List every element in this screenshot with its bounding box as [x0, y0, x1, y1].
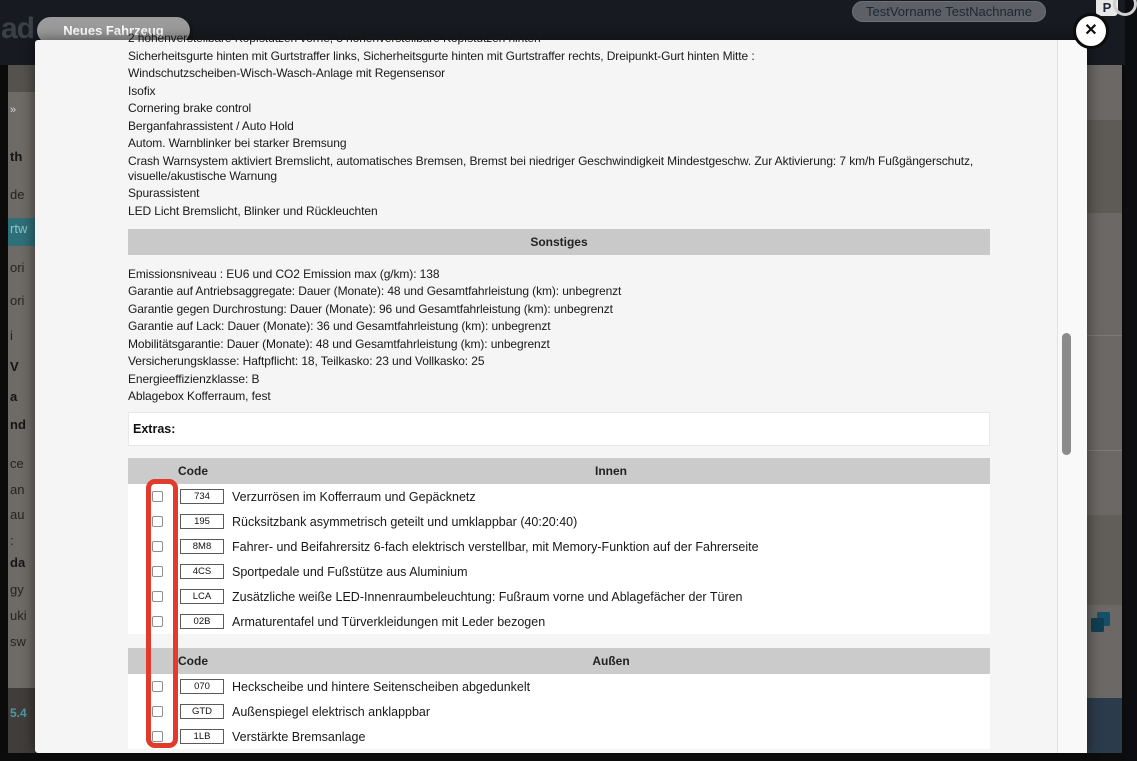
- sonstiges-line: Garantie auf Antriebsaggregate: Dauer (Monate): 48 und Gesamtfahrleistung (km): unbegrenzt: [128, 284, 622, 298]
- sidebar-text-fragment: th: [10, 149, 23, 164]
- dimmed-panel-band: [1087, 515, 1122, 605]
- sonstiges-line: Energieeffizienzklasse: B: [128, 371, 260, 386]
- sonstiges-line: Garantie auf Lack: Dauer (Monate): 36 und Gesamtfahrleistung (km): unbegrenzt: [128, 319, 551, 333]
- innen-column-header: Innen: [595, 464, 627, 478]
- extra-checkbox[interactable]: [152, 491, 163, 502]
- sidebar-text-fragment: V: [10, 359, 19, 374]
- left-edge-strip: [0, 65, 8, 761]
- app-logo: ad: [1, 12, 35, 45]
- extra-row: [128, 559, 990, 584]
- code-column-header: Code: [178, 464, 208, 478]
- sidebar-text-fragment: ori: [10, 293, 25, 308]
- extra-label: Verstärkte Bremsanlage: [232, 729, 366, 744]
- extra-label: Armaturentafel und Türverkleidungen mit Leder bezogen: [232, 614, 546, 629]
- sonstiges-line: Emissionsniveau : EU6 und CO2 Emission max (g/km): 138: [128, 266, 440, 281]
- extra-row: [128, 609, 990, 634]
- feature-line: LED Licht Bremslicht, Blinker und Rückleuchten: [128, 203, 378, 218]
- extra-code-badge: LCA: [180, 589, 224, 604]
- sonstiges-line: Mobilitätsgarantie: Dauer (Monate): 48 und Gesamtfahrleistung (km): unbegrenzt: [128, 336, 550, 351]
- extra-row: [128, 699, 990, 724]
- right-edge-strip: [1122, 65, 1125, 761]
- sonstiges-section-header: Sonstiges: [128, 229, 990, 255]
- sidebar-text-fragment: an: [10, 482, 25, 497]
- sidebar-text-fragment: ori: [10, 260, 25, 275]
- sidebar-text-fragment: gy: [10, 582, 24, 597]
- extra-code-badge: GTD: [180, 704, 224, 719]
- extra-row: [128, 484, 990, 509]
- sidebar-text-fragment: i: [10, 328, 13, 343]
- feature-line: Isofix: [128, 83, 156, 98]
- divider: [1087, 335, 1122, 336]
- dimmed-sidebar: [8, 65, 35, 753]
- sidebar-text-fragment: rtw: [10, 221, 28, 236]
- feature-line: Berganfahrassistent / Auto Hold: [128, 118, 294, 133]
- dimmed-panel-band: [1087, 120, 1122, 213]
- feature-line: Autom. Warnblinker bei starker Bremsung: [128, 136, 347, 150]
- vehicle-details-modal: [35, 31, 1087, 753]
- extra-label: Fahrer- und Beifahrersitz 6-fach elektrisch verstellbar, mit Memory-Funktion auf der Fahrerseite: [232, 539, 759, 554]
- sidebar-text-fragment: sw: [10, 634, 26, 649]
- feature-line: Sicherheitsgurte hinten mit Gurtstraffer links, Sicherheitsgurte hinten mit Gurtstraffer rechts, Dreipunkt-Gurt hinten Mitte :: [128, 48, 755, 63]
- feature-line: Crash Warnsystem aktiviert Bremslicht, automatisches Bremsen, Bremst bei niedriger Geschwindigkeit Mindestgeschw. Zur Aktivierung: 7 km/h Fußgängerschutz, visuelle/akustische Warnung: [128, 153, 974, 183]
- profile-p-icon[interactable]: P: [1096, 0, 1118, 16]
- aussen-column-header: Außen: [592, 654, 630, 668]
- extra-checkbox[interactable]: [152, 681, 163, 692]
- sidebar-number-fragment: 5.4: [10, 706, 27, 720]
- extra-label: Verzurrösen im Kofferraum und Gepäcknetz: [232, 489, 476, 504]
- extra-checkbox[interactable]: [152, 516, 163, 527]
- user-name-pill[interactable]: TestVorname TestNachname: [852, 1, 1046, 22]
- extra-label: Heckscheibe und hintere Seitenscheiben abgedunkelt: [232, 679, 531, 694]
- extra-code-badge: 734: [180, 489, 224, 504]
- copy-pages-icon: [1089, 610, 1113, 636]
- dimmed-right-panel: [1087, 65, 1122, 753]
- code-column-header: Code: [178, 654, 208, 668]
- extra-checkbox[interactable]: [152, 566, 163, 577]
- extra-code-badge: 195: [180, 514, 224, 529]
- extra-row: [128, 534, 990, 559]
- aussen-table-header: [128, 648, 990, 674]
- sidebar-text-fragment: nd: [10, 417, 26, 432]
- feature-line: Cornering brake control: [128, 101, 252, 115]
- feature-line: 2 höhenverstellbare Kopfstützen vorne, 3 höhenverstellbare Kopfstützen hinten: [128, 31, 541, 45]
- extra-label: Rücksitzbank asymmetrisch geteilt und umklappbar (40:20:40): [232, 514, 578, 529]
- bottom-black-bar: [0, 753, 1125, 761]
- extras-heading: Extras:: [128, 412, 990, 446]
- extra-row: [128, 724, 990, 749]
- sonstiges-line: Ablagebox Kofferraum, fest: [128, 389, 271, 403]
- sidebar-text-fragment: :: [10, 533, 14, 548]
- extra-row: [128, 674, 990, 699]
- feature-line: Windschutzscheiben-Wisch-Wasch-Anlage mit Regensensor: [128, 66, 446, 80]
- sonstiges-line: Garantie gegen Durchrostung: Dauer (Monate): 96 und Gesamtfahrleistung (km): unbegrenzt: [128, 301, 613, 316]
- sidebar-text-fragment: »: [10, 104, 17, 116]
- close-button[interactable]: [1073, 13, 1109, 49]
- sonstiges-line: Versicherungsklasse: Haftpflicht: 18, Teilkasko: 23 und Vollkasko: 25: [128, 354, 485, 368]
- close-icon: ✕: [1084, 22, 1098, 39]
- dimmed-navy-block: [1087, 698, 1122, 753]
- extra-code-badge: 1LB: [180, 729, 224, 744]
- extra-code-badge: 4CS: [180, 564, 224, 579]
- extra-checkbox[interactable]: [152, 706, 163, 717]
- extra-code-badge: 8M8: [180, 539, 224, 554]
- extra-checkbox[interactable]: [152, 591, 163, 602]
- sidebar-text-fragment: uki: [10, 608, 27, 623]
- extra-label: Sportpedale und Fußstütze aus Aluminium: [232, 564, 468, 579]
- extra-checkbox[interactable]: [152, 541, 163, 552]
- extra-label: Außenspiegel elektrisch anklappbar: [232, 704, 431, 719]
- sidebar-bottom-block: [8, 688, 35, 753]
- modal-content: [128, 31, 990, 749]
- sidebar-text-fragment: ce: [10, 456, 24, 471]
- sidebar-text-fragment: de: [10, 187, 25, 202]
- sidebar-top-band: [8, 65, 35, 92]
- extra-code-badge: 02B: [180, 614, 224, 629]
- modal-scrollbar-thumb[interactable]: [1062, 333, 1071, 455]
- sidebar-text-fragment: a: [10, 389, 18, 404]
- extra-checkbox[interactable]: [152, 616, 163, 627]
- sidebar-text-fragment: da: [10, 555, 26, 570]
- extra-row: [128, 509, 990, 534]
- divider: [1087, 450, 1122, 451]
- sidebar-text-fragment: au: [10, 507, 25, 522]
- extra-checkbox[interactable]: [152, 731, 163, 742]
- innen-table-header: [128, 458, 990, 484]
- extra-row: [128, 584, 990, 609]
- new-vehicle-tab[interactable]: Neues Fahrzeug: [37, 17, 190, 44]
- feature-line: Spurassistent: [128, 186, 200, 200]
- extra-label: Zusätzliche weiße LED-Innenraumbeleuchtung: Fußraum vorne und Ablagefächer der Türen: [232, 589, 743, 604]
- extra-code-badge: 070: [180, 679, 224, 694]
